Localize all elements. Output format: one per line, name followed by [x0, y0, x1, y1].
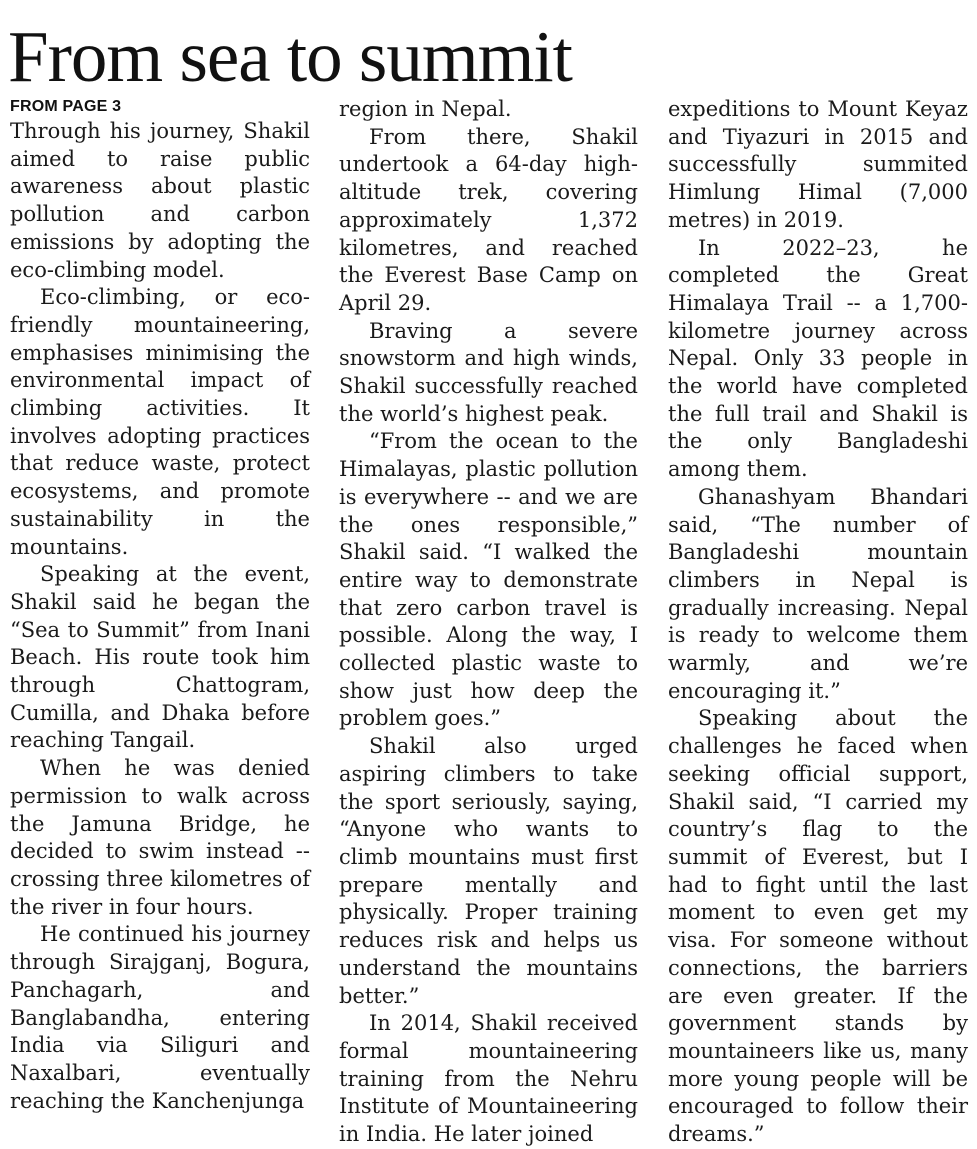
- paragraph: expeditions to Mount Keyaz and Tiyazuri in 2015 and successfully summited Himlung Himal (7,000 metres) in 2019.: [668, 97, 968, 232]
- headline: From sea to summit: [8, 16, 572, 97]
- paragraph: He continued his journey through Sirajganj, Bogura, Panchagarh, and Banglabandha, entering India via Siliguri and Naxalbari, eventually reaching the Kanchenjunga: [10, 922, 310, 1113]
- paragraph: In 2014, Shakil received formal mountaineering training from the Nehru Institute of Mountaineering in India. He later joined: [339, 1011, 638, 1147]
- paragraph: Eco-climbing, or eco-friendly mountaineering, emphasises minimising the environmental impact of climbing activities. It involves adopting practices that reduce waste, protect ecosystems, and promote sustainability in the mountains.: [10, 285, 310, 559]
- article-column-1: [10, 96, 310, 1115]
- paragraph: In 2022–23, he completed the Great Himalaya Trail -- a 1,700-kilometre journey across Nepal. Only 33 people in the world have completed the full trail and Shakil is the only Bangladeshi among them.: [668, 235, 968, 482]
- article-column-3: [668, 96, 968, 1149]
- paragraph: region in Nepal.: [339, 97, 512, 121]
- continuation-kicker: FROM PAGE 3: [10, 98, 122, 115]
- paragraph: Shakil also urged aspiring climbers to take the sport seriously, saying, “Anyone who wants to climb mountains must first prepare mentally and physically. Proper training reduces risk and helps us understand the mountains better.”: [339, 734, 638, 1008]
- paragraph: Speaking about the challenges he faced when seeking official support, Shakil said, “I carried my country’s flag to the summit of Everest, but I had to fight until the last moment to even get my visa. For someone without connections, the barriers are even greater. If the government stands by mountaineers like us, many more young people will be encouraged to follow their dreams.”: [668, 706, 968, 1147]
- article-column-2: [339, 96, 638, 1149]
- paragraph: From there, Shakil undertook a 64-day high-altitude trek, covering approximately 1,372 kilometres, and reached the Everest Base Camp on April 29.: [339, 124, 638, 315]
- paragraph: Braving a severe snowstorm and high winds, Shakil successfully reached the world’s highest peak.: [339, 318, 638, 426]
- paragraph: “From the ocean to the Himalayas, plastic pollution is everywhere -- and we are the ones responsible,” Shakil said. “I walked the entire way to demonstrate that zero carbon travel is possible. Along the way, I collected plastic waste to show just how deep the problem goes.”: [339, 429, 638, 731]
- paragraph: Through his journey, Shakil aimed to raise public awareness about plastic pollution and carbon emissions by adopting the eco-climbing model.: [10, 119, 310, 282]
- paragraph: Speaking at the event, Shakil said he began the “Sea to Summit” from Inani Beach. His route took him through Chattogram, Cumilla, and Dhaka before reaching Tangail.: [10, 562, 310, 753]
- paragraph: Ghanashyam Bhandari said, “The number of Bangladeshi mountain climbers in Nepal is gradually increasing. Nepal is ready to welcome them warmly, and we’re encouraging it.”: [668, 484, 968, 703]
- paragraph: When he was denied permission to walk across the Jamuna Bridge, he decided to swim instead -- crossing three kilometres of the river in four hours.: [10, 756, 310, 919]
